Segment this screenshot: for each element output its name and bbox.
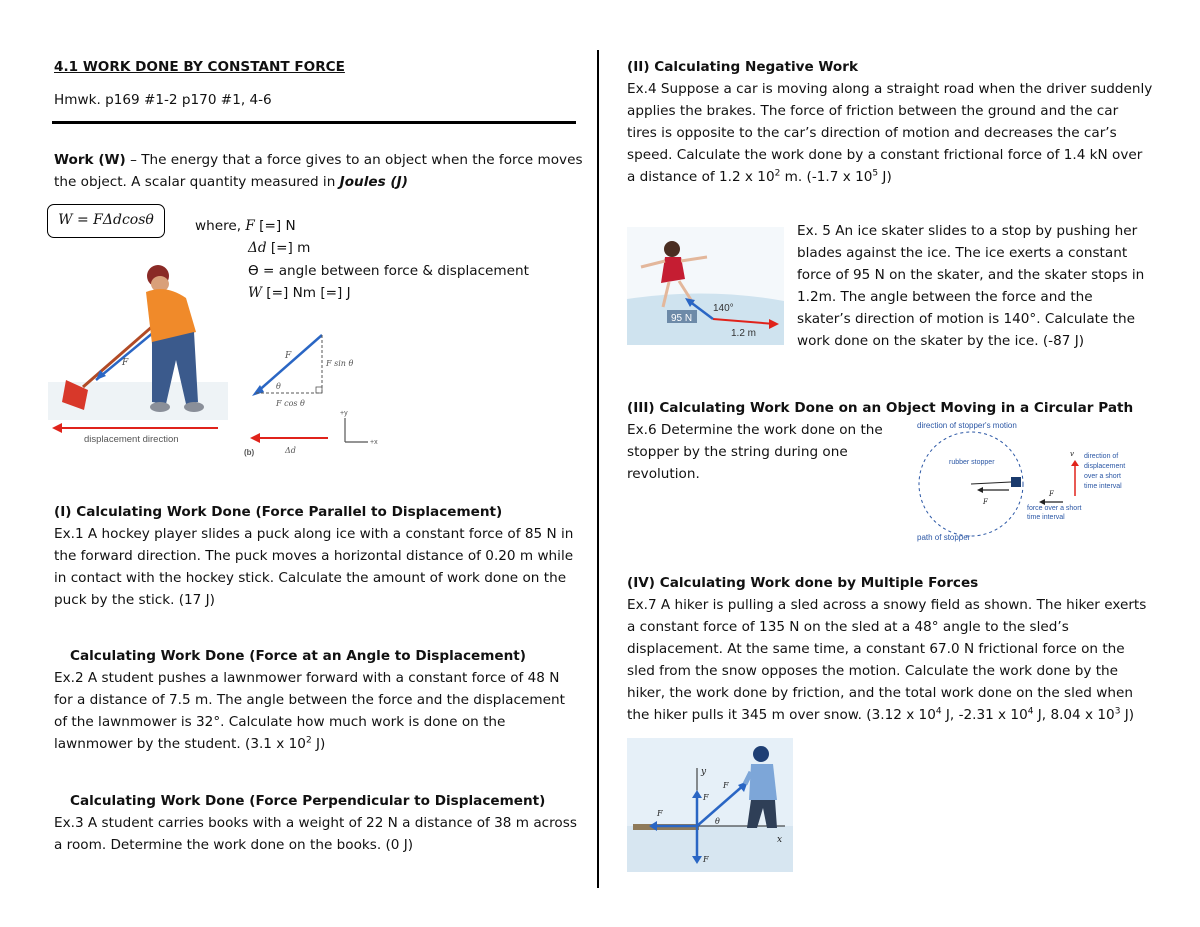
- ex1-line: Ex.1 A hockey player slides a puck along ice with a constant force of 85 N in: [54, 526, 574, 542]
- work-def-text1: – The energy that a force gives to an object when the force moves: [125, 152, 583, 168]
- ex4-line: speed. Calculate the work done by a constant frictional force of 1.4 kN over: [627, 147, 1143, 163]
- work-definition: [54, 149, 583, 193]
- where-l3: ϴ = angle between force & displacement: [248, 263, 529, 279]
- hiker-y-label: y: [701, 767, 707, 777]
- components-diagram: [230, 322, 400, 457]
- section-perpendicular-title: Calculating Work Done (Force Perpendicular to Displacement): [70, 793, 546, 809]
- fb-plus-y: +y: [340, 410, 348, 417]
- circ-title: direction of stopper's motion: [917, 421, 1017, 430]
- skater-angle-label: 140°: [713, 303, 734, 314]
- fig1-caption: displacement direction: [84, 434, 179, 445]
- ex2-last-pre: lawnmower by the student. (3.1 x 10: [54, 736, 306, 752]
- ex3-text: [54, 812, 577, 856]
- var-dd: Δd: [248, 240, 267, 256]
- circ-stopper-label: rubber stopper: [949, 459, 995, 466]
- section-4-title: (IV) Calculating Work done by Multiple Forces: [627, 575, 979, 591]
- ex2-line: [54, 733, 565, 755]
- ex1-line: the forward direction. The puck moves a horizontal distance of 0.20 m while: [54, 548, 574, 564]
- section-2-title: (II) Calculating Negative Work: [627, 59, 859, 75]
- skater-dist-label: 1.2 m: [731, 328, 757, 339]
- fb-dd-label: Δd: [285, 446, 296, 455]
- vertical-divider: [597, 50, 599, 888]
- circ-v-label: v: [1070, 450, 1074, 458]
- ex5-line: blades against the ice. The ice exerts a constant: [797, 245, 1128, 261]
- ex5-line: 1.2m. The angle between the force and the: [797, 289, 1093, 305]
- ex3-line: Ex.3 A student carries books with a weight of 22 N a distance of 38 m across: [54, 815, 577, 831]
- ex2-last-post: J): [311, 736, 326, 752]
- work-term: Work (W): [54, 152, 126, 168]
- fb-plus-x: +x: [370, 439, 378, 446]
- ex7-last-b: J, -2.31 x 10: [941, 707, 1028, 723]
- where-l4: [248, 282, 351, 304]
- hiker-x-label: x: [777, 835, 783, 845]
- ex5-line: work done on the skater by the ice. (-87 J): [797, 333, 1085, 349]
- circ-ft-label-2: F: [1049, 490, 1054, 498]
- ex7-line: [627, 704, 1146, 726]
- hiker-ff-label: F: [657, 809, 663, 818]
- ex4-text: [627, 78, 1152, 188]
- ex4-last-b: m. (-1.7 x 10: [780, 169, 873, 185]
- ex7-last-a: the hiker pulls it 345 m over snow. (3.12 x 10: [627, 707, 936, 723]
- ex6-text: [627, 419, 883, 485]
- homework-line: Hmwk. p169 #1-2 p170 #1, 4-6: [54, 92, 272, 108]
- ex7-exp-b: 4: [1027, 706, 1034, 717]
- ex5-line: Ex. 5 An ice skater slides to a stop by pushing her: [797, 223, 1138, 239]
- ex6-line: stopper by the string during one: [627, 444, 848, 460]
- where-w-unit: [=] Nm [=] J: [261, 285, 351, 301]
- ex1-line: in contact with the hockey stick. Calculate the amount of work done on the: [54, 570, 567, 586]
- ice-skater-figure: [627, 227, 784, 345]
- var-f: F: [245, 218, 255, 234]
- ex4-exp-a: 2: [774, 168, 781, 179]
- ex2-line: for a distance of 7.5 m. The angle between the force and the displacement: [54, 692, 565, 708]
- ex4-line: Ex.4 Suppose a car is moving along a straight road when the driver suddenly: [627, 81, 1153, 97]
- work-unit: Joules (J): [339, 174, 408, 190]
- where-prefix: where,: [195, 218, 246, 234]
- ex7-line: sled from the snow opposes the motion. Calculate the work done by the: [627, 663, 1119, 679]
- ex5-line: skater’s direction of motion is 140°. Calculate the: [797, 311, 1135, 327]
- ex2-line: of the lawnmower is 32°. Calculate how much work is done on the: [54, 714, 506, 730]
- fb-right-angle: [316, 387, 322, 393]
- person-boot-right: [184, 402, 204, 412]
- fb-fcos-label: F cos θ: [276, 399, 305, 408]
- ex7-line: displacement. At the same time, a constant 67.0 N frictional force on the: [627, 641, 1125, 657]
- hiker-fa-label: F: [723, 781, 729, 790]
- person-boot-left: [150, 402, 170, 412]
- skater-force-label: 95 N: [671, 313, 693, 324]
- ex3-line: a room. Determine the work done on the books. (0 J): [54, 837, 414, 853]
- fb-fsin-label: F sin θ: [326, 359, 354, 368]
- page-title: 4.1 WORK DONE BY CONSTANT FORCE: [54, 59, 345, 75]
- ex6-line: revolution.: [627, 466, 700, 482]
- where-l1: [195, 215, 296, 237]
- ex4-line: applies the brakes. The force of friction between the ground and the car: [627, 103, 1119, 119]
- circ-bg: [913, 416, 1141, 546]
- fb-part-label: (b): [244, 448, 255, 457]
- section-3-title: (III) Calculating Work Done on an Object Moving in a Circular Path: [627, 400, 1134, 416]
- work-formula: W = FΔdcosθ: [47, 204, 165, 238]
- circ-disp-2: displacement: [1084, 463, 1126, 470]
- circular-path-figure: [913, 416, 1141, 546]
- ex1-line: puck by the stick. (17 J): [54, 592, 215, 608]
- var-w: W: [248, 285, 262, 301]
- ex7-line: a constant force of 135 N on the sled at a 48° angle to the sled’s: [627, 619, 1069, 635]
- hiker-theta-label: θ: [715, 817, 720, 826]
- hiker-sled-figure: [627, 738, 793, 872]
- displacement-arrowhead: [52, 423, 62, 433]
- ex7-last-c: J, 8.04 x 10: [1033, 707, 1115, 723]
- work-def-text2: the object. A scalar quantity measured in: [54, 174, 340, 190]
- hiker-fg-label: F: [703, 855, 709, 864]
- ex6-line: Ex.6 Determine the work done on the: [627, 422, 883, 438]
- skater-head: [664, 241, 680, 257]
- circ-force-1: force over a short: [1027, 505, 1082, 512]
- where-l2: [248, 237, 310, 259]
- section-angle-title: Calculating Work Done (Force at an Angle to Displacement): [70, 648, 527, 664]
- circ-disp-4: time interval: [1084, 483, 1122, 490]
- ex1-text: [54, 523, 573, 611]
- ex4-exp-b: 5: [872, 168, 879, 179]
- fb-displacement-arrowhead: [250, 433, 260, 443]
- ex7-exp-c: 3: [1114, 706, 1121, 717]
- shoveler-figure: [48, 262, 228, 447]
- circ-disp-1: direction of: [1084, 453, 1119, 460]
- ex5-text: [797, 220, 1144, 352]
- ex5-line: force of 95 N on the skater, and the skater stops in: [797, 267, 1145, 283]
- fb-theta-label: θ: [276, 382, 281, 391]
- ex4-line: tires is opposite to the car’s direction of motion and decreases the car’s: [627, 125, 1117, 141]
- section-1-title: (I) Calculating Work Done (Force Parallel to Displacement): [54, 504, 503, 520]
- ex2-exponent: 2: [305, 735, 312, 746]
- ex4-last-a: a distance of 1.2 x 10: [627, 169, 775, 185]
- ex7-exp-a: 4: [935, 706, 942, 717]
- circ-force-2: time interval: [1027, 514, 1065, 521]
- ex4-last-c: J): [878, 169, 892, 185]
- ice-surface: [627, 293, 784, 345]
- where-f-unit: [=] N: [254, 218, 296, 234]
- circ-disp-3: over a short: [1084, 473, 1121, 480]
- ex7-line: hiker, the work done by friction, and the total work done on the sled when: [627, 685, 1133, 701]
- fb-force-arrow: [256, 335, 322, 393]
- hiker-snow: [627, 826, 793, 872]
- ex2-text: [54, 667, 565, 755]
- circ-ft-label: F: [983, 498, 988, 506]
- where-dd-unit: [=] m: [266, 240, 311, 256]
- horizontal-divider: [52, 121, 576, 124]
- hiker-jacket: [749, 764, 777, 800]
- ex7-line: Ex.7 A hiker is pulling a sled across a snowy field as shown. The hiker exerts: [627, 597, 1147, 613]
- ex4-line: [627, 166, 1152, 188]
- circ-path-label: path of stopper: [917, 533, 971, 542]
- hiker-fn-label: F: [703, 793, 709, 802]
- ex2-line: Ex.2 A student pushes a lawnmower forward with a constant force of 48 N: [54, 670, 560, 686]
- ex7-last-d: J): [1120, 707, 1135, 723]
- fb-f-label: F: [285, 351, 292, 361]
- circ-stopper: [1011, 477, 1021, 487]
- ex7-text: [627, 594, 1146, 726]
- fig1-force-label: F: [122, 358, 129, 368]
- hiker-hat: [753, 746, 769, 762]
